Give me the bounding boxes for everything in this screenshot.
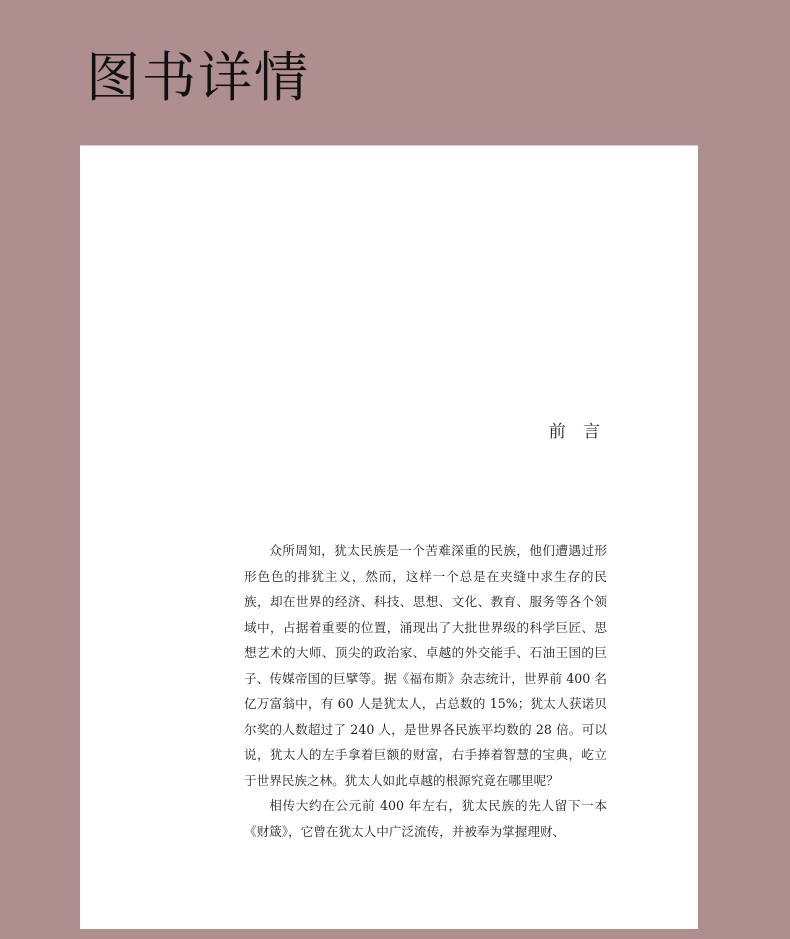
page-title: 图书详情 <box>86 46 310 109</box>
body-text <box>244 538 607 844</box>
book-page <box>80 145 698 929</box>
paragraph-1: 众所周知，犹太民族是一个苦难深重的民族，他们遭遇过形形色色的排犹主义，然而，这样一个总是在夹缝中求生存的民族，却在世界的经济、科技、思想、文化、教育、服务等各个领域中，占据着重要的位置，涌现出了大批世界级的科学巨匠、思想艺术的大师、顶尖的政治家、卓越的外交能手、石油王国的巨子、传媒帝国的巨擘等。据《福布斯》杂志统计，世界前 400 名亿万富翁中，有 60 人是犹太人，占总数的 15%；犹太人获诺贝尔奖的人数超过了 240 人，是世界各民族平均数的 28 倍。可以说，犹太人的左手拿着巨额的财富，右手捧着智慧的宝典，屹立于世界民族之林。犹太人如此卓越的根源究竟在哪里呢？ <box>244 543 607 788</box>
page-top-edge <box>80 145 698 146</box>
paragraph-2: 相传大约在公元前 400 年左右，犹太民族的先人留下一本《财箴》，它曾在犹太人中广泛流传，并被奉为掌握理财、 <box>244 798 607 839</box>
section-title: 前 言 <box>548 422 606 442</box>
